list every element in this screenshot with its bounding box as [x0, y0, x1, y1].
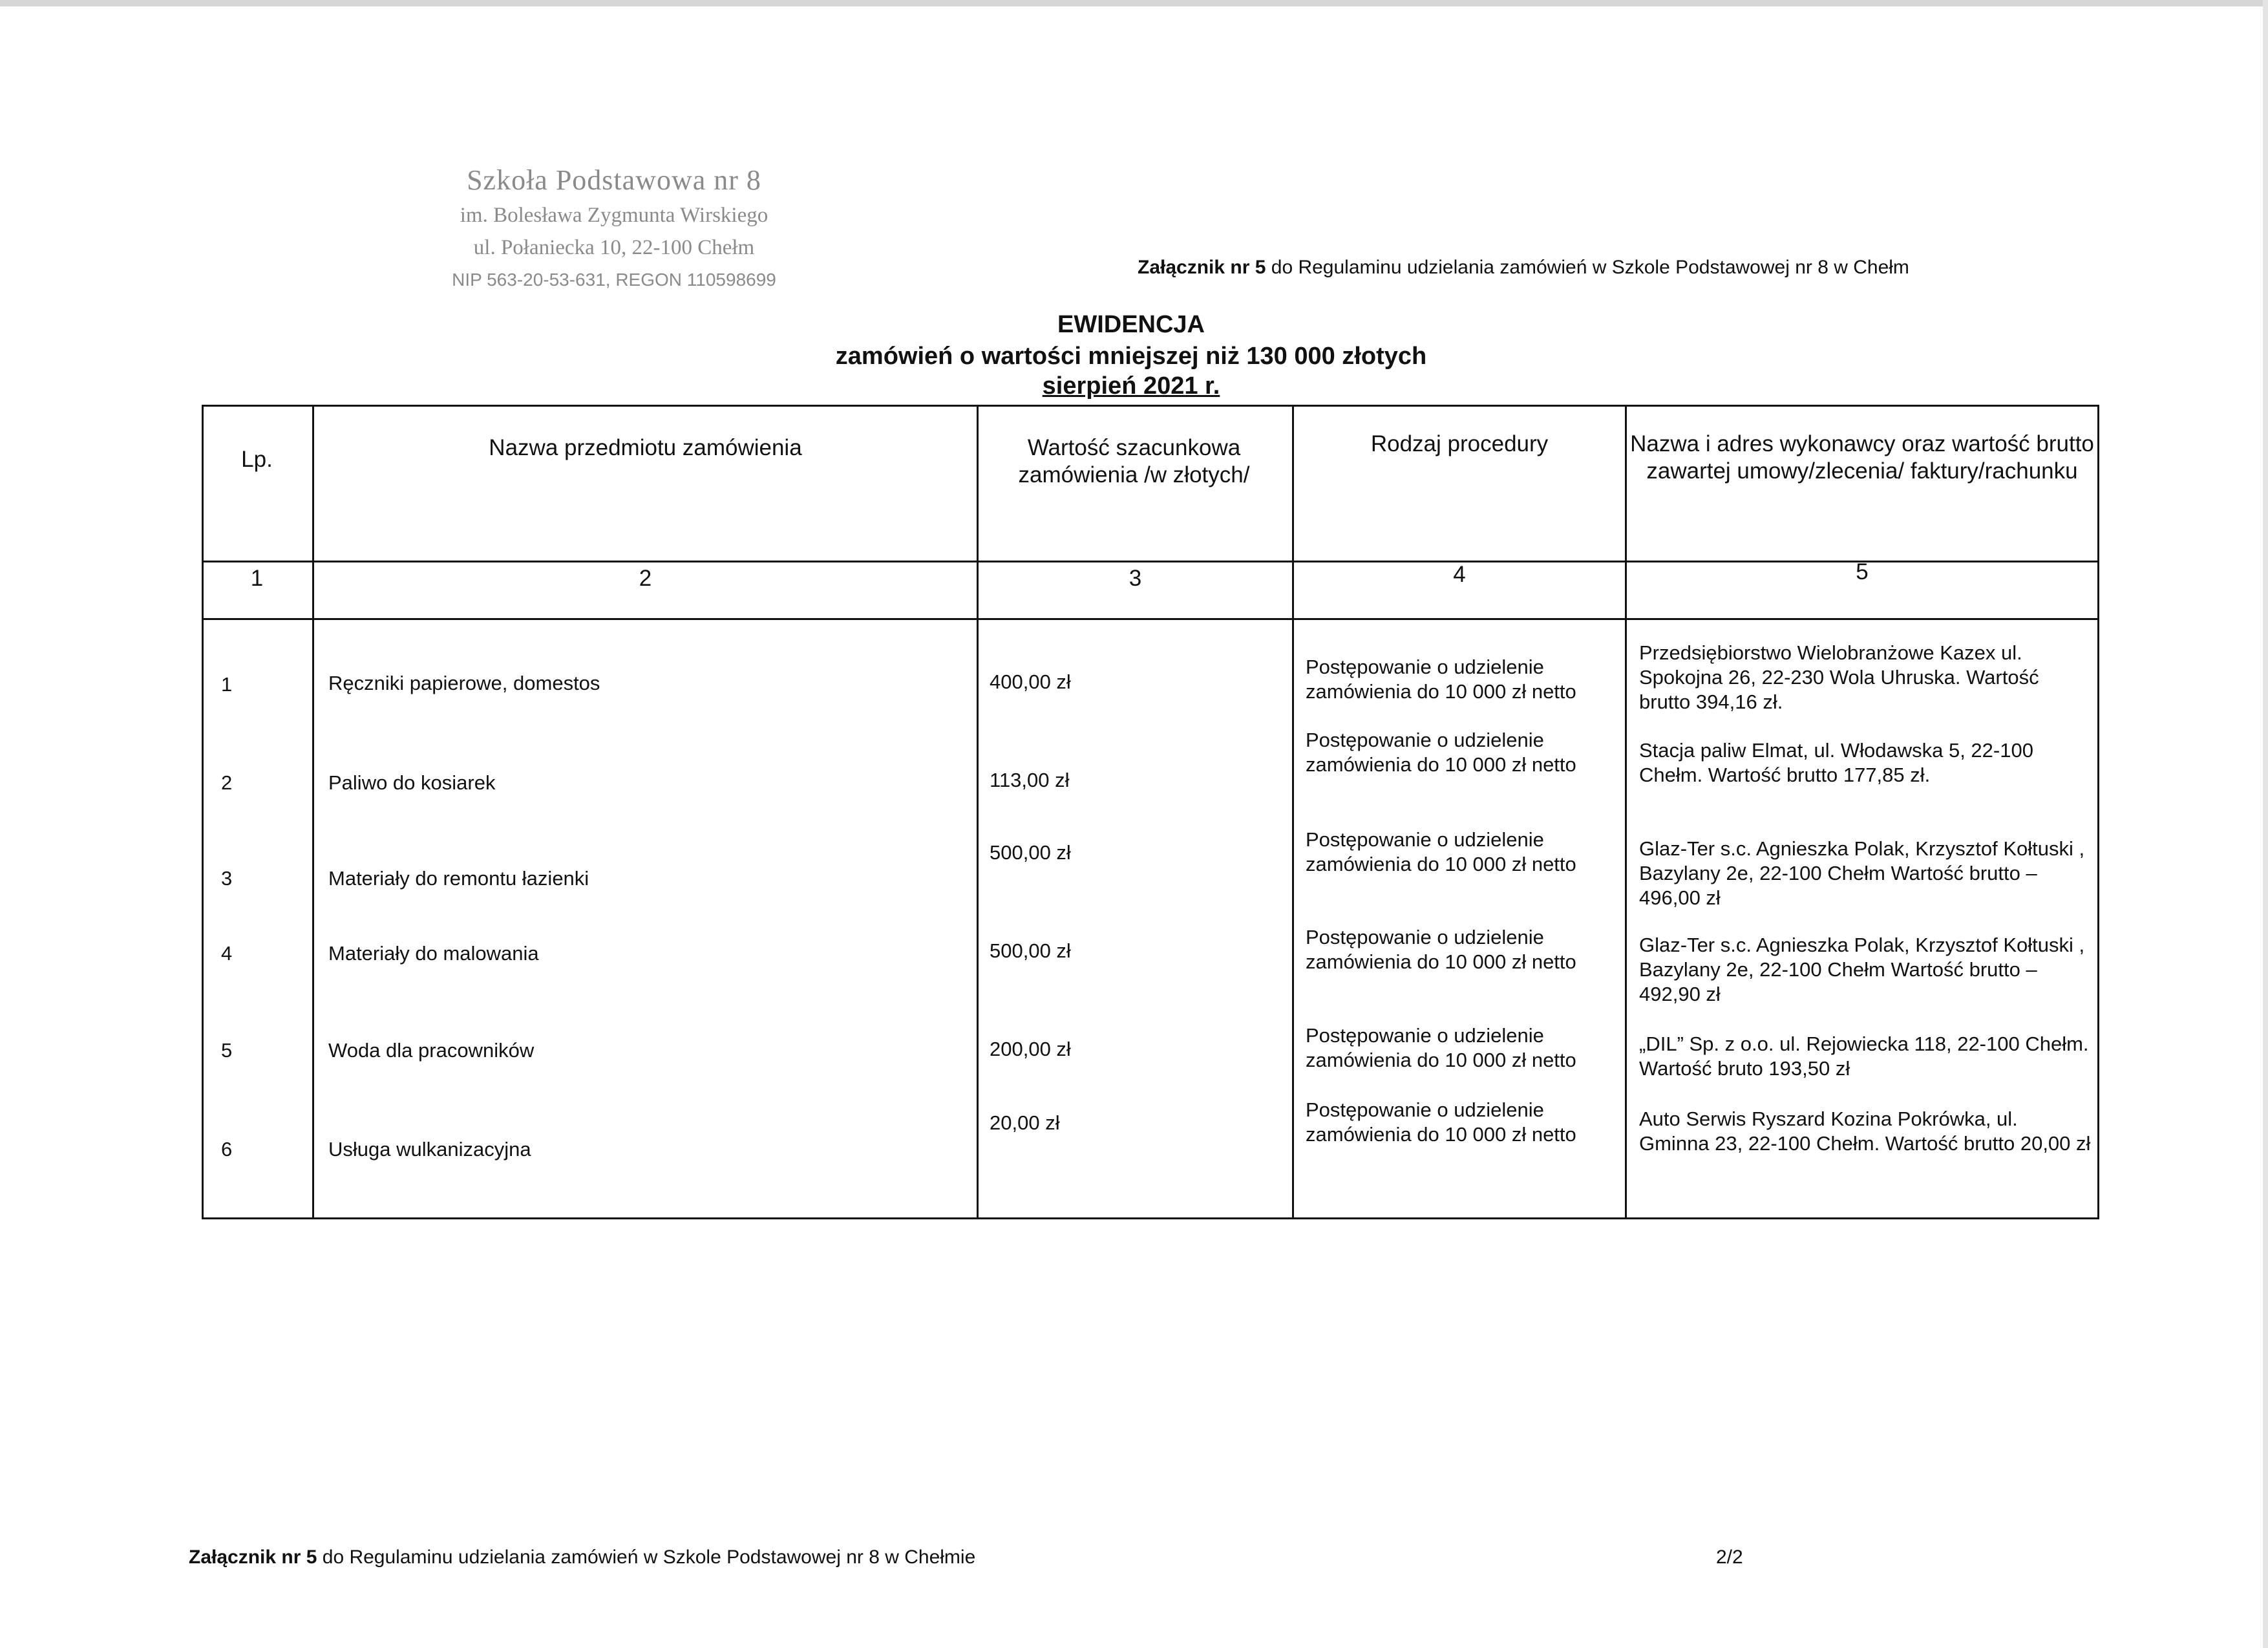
- row-value: 500,00 zł: [990, 841, 1071, 864]
- header-item: Nazwa przedmiotu zamówienia: [489, 435, 802, 460]
- colnum-1: 1: [250, 566, 264, 591]
- row-contractor: Glaz-Ter s.c. Agnieszka Polak, Krzysztof Kołtuski , Bazylany 2e, 22-100 Chełm Wartość brutto – 492,90 zł: [1639, 934, 2085, 1005]
- row-value: 113,00 zł: [990, 769, 1070, 791]
- table-border-left: [202, 405, 204, 1219]
- colnum-2: 2: [639, 566, 652, 591]
- row-value: 400,00 zł: [990, 670, 1071, 693]
- footer-annex: [189, 1545, 975, 1570]
- row-item: Materiały do malowania: [328, 942, 539, 965]
- column-divider-1: [312, 405, 314, 1219]
- row-procedure: Postępowanie o udzielenie zamówienia do 10 000 zł netto: [1306, 1024, 1576, 1071]
- scan-edge-top: [0, 0, 2268, 6]
- stamp-address: ul. Połaniecka 10, 22-100 Chełm: [473, 236, 755, 259]
- row-item: Materiały do remontu łazienki: [328, 867, 589, 890]
- row-lp: 3: [221, 867, 233, 890]
- page-number: 2/2: [1716, 1546, 1743, 1568]
- stamp-patron: im. Bolesława Zygmunta Wirskiego: [460, 204, 768, 227]
- row-item: Usługa wulkanizacyjna: [328, 1138, 531, 1161]
- annex-header-rest: do Regulaminu udzielania zamówień w Szkole Podstawowej nr 8 w Chełm: [1266, 257, 1909, 278]
- table-colnum-divider: [202, 618, 2099, 620]
- document-title: EWIDENCJA: [1057, 311, 1205, 338]
- document-period: sierpień 2021 r.: [1042, 372, 1220, 400]
- annex-header-bold: Załącznik nr 5: [1138, 257, 1266, 278]
- header-value: Wartość szacunkowa zamówienia /w złotych/: [1018, 435, 1250, 487]
- row-contractor: Auto Serwis Ryszard Kozina Pokrówka, ul. Gminna 23, 22-100 Chełm. Wartość brutto 20,00 zł: [1639, 1108, 2091, 1155]
- stamp-ids: NIP 563-20-53-631, REGON 110598699: [452, 270, 776, 290]
- row-contractor: Stacja paliw Elmat, ul. Włodawska 5, 22-100 Chełm. Wartość brutto 177,85 zł.: [1639, 739, 2033, 786]
- row-lp: 4: [221, 942, 233, 965]
- header-procedure: Rodzaj procedury: [1370, 431, 1549, 456]
- scan-edge-right: [2263, 0, 2268, 1648]
- footer-annex-bold: Załącznik nr 5: [189, 1546, 317, 1568]
- row-lp: 2: [221, 771, 233, 794]
- school-stamp: [414, 162, 814, 296]
- table-border-right: [2097, 405, 2099, 1219]
- row-lp: 5: [221, 1039, 233, 1062]
- row-procedure: Postępowanie o udzielenie zamówienia do 10 000 zł netto: [1306, 1098, 1576, 1146]
- row-value: 200,00 zł: [990, 1038, 1071, 1060]
- row-value: 20,00 zł: [990, 1111, 1060, 1134]
- colnum-5: 5: [1856, 559, 1869, 584]
- row-procedure: Postępowanie o udzielenie zamówienia do 10 000 zł netto: [1306, 729, 1576, 776]
- header-contractor: Nazwa i adres wykonawcy oraz wartość brutto zawartej umowy/zlecenia/ faktury/rachunku: [1630, 431, 2094, 484]
- stamp-school-name: Szkoła Podstawowa nr 8: [467, 164, 761, 196]
- column-divider-3: [1292, 405, 1294, 1219]
- colnum-4: 4: [1453, 562, 1466, 587]
- annex-header: [1138, 255, 1909, 281]
- table-border-top: [202, 405, 2099, 407]
- row-lp: 6: [221, 1138, 233, 1161]
- row-item: Paliwo do kosiarek: [328, 771, 496, 794]
- orders-table: [202, 405, 2099, 1219]
- row-item: Woda dla pracowników: [328, 1039, 535, 1062]
- document-subtitle: zamówień o wartości mniejszej niż 130 000 złotych: [835, 343, 1427, 370]
- row-lp: 1: [221, 673, 233, 696]
- column-divider-4: [1625, 405, 1627, 1219]
- colnum-3: 3: [1129, 566, 1142, 591]
- row-value: 500,00 zł: [990, 939, 1071, 962]
- row-procedure: Postępowanie o udzielenie zamówienia do 10 000 zł netto: [1306, 926, 1576, 973]
- footer-annex-rest: do Regulaminu udzielania zamówień w Szkole Podstawowej nr 8 w Chełmie: [317, 1546, 976, 1568]
- row-procedure: Postępowanie o udzielenie zamówienia do 10 000 zł netto: [1306, 656, 1576, 703]
- row-procedure: Postępowanie o udzielenie zamówienia do 10 000 zł netto: [1306, 828, 1576, 875]
- row-contractor: „DIL” Sp. z o.o. ul. Rejowiecka 118, 22-100 Chełm. Wartość bruto 193,50 zł: [1639, 1033, 2089, 1080]
- column-divider-2: [977, 405, 979, 1219]
- row-item: Ręczniki papierowe, domestos: [328, 672, 600, 694]
- header-lp: Lp.: [241, 447, 273, 472]
- row-contractor: Przedsiębiorstwo Wielobranżowe Kazex ul. Spokojna 26, 22-230 Wola Uhruska. Wartość brutto 394,16 zł.: [1639, 641, 2039, 713]
- row-contractor: Glaz-Ter s.c. Agnieszka Polak, Krzysztof Kołtuski , Bazylany 2e, 22-100 Chełm Wartość brutto – 496,00 zł: [1639, 837, 2085, 909]
- table-border-bottom: [202, 1217, 2099, 1219]
